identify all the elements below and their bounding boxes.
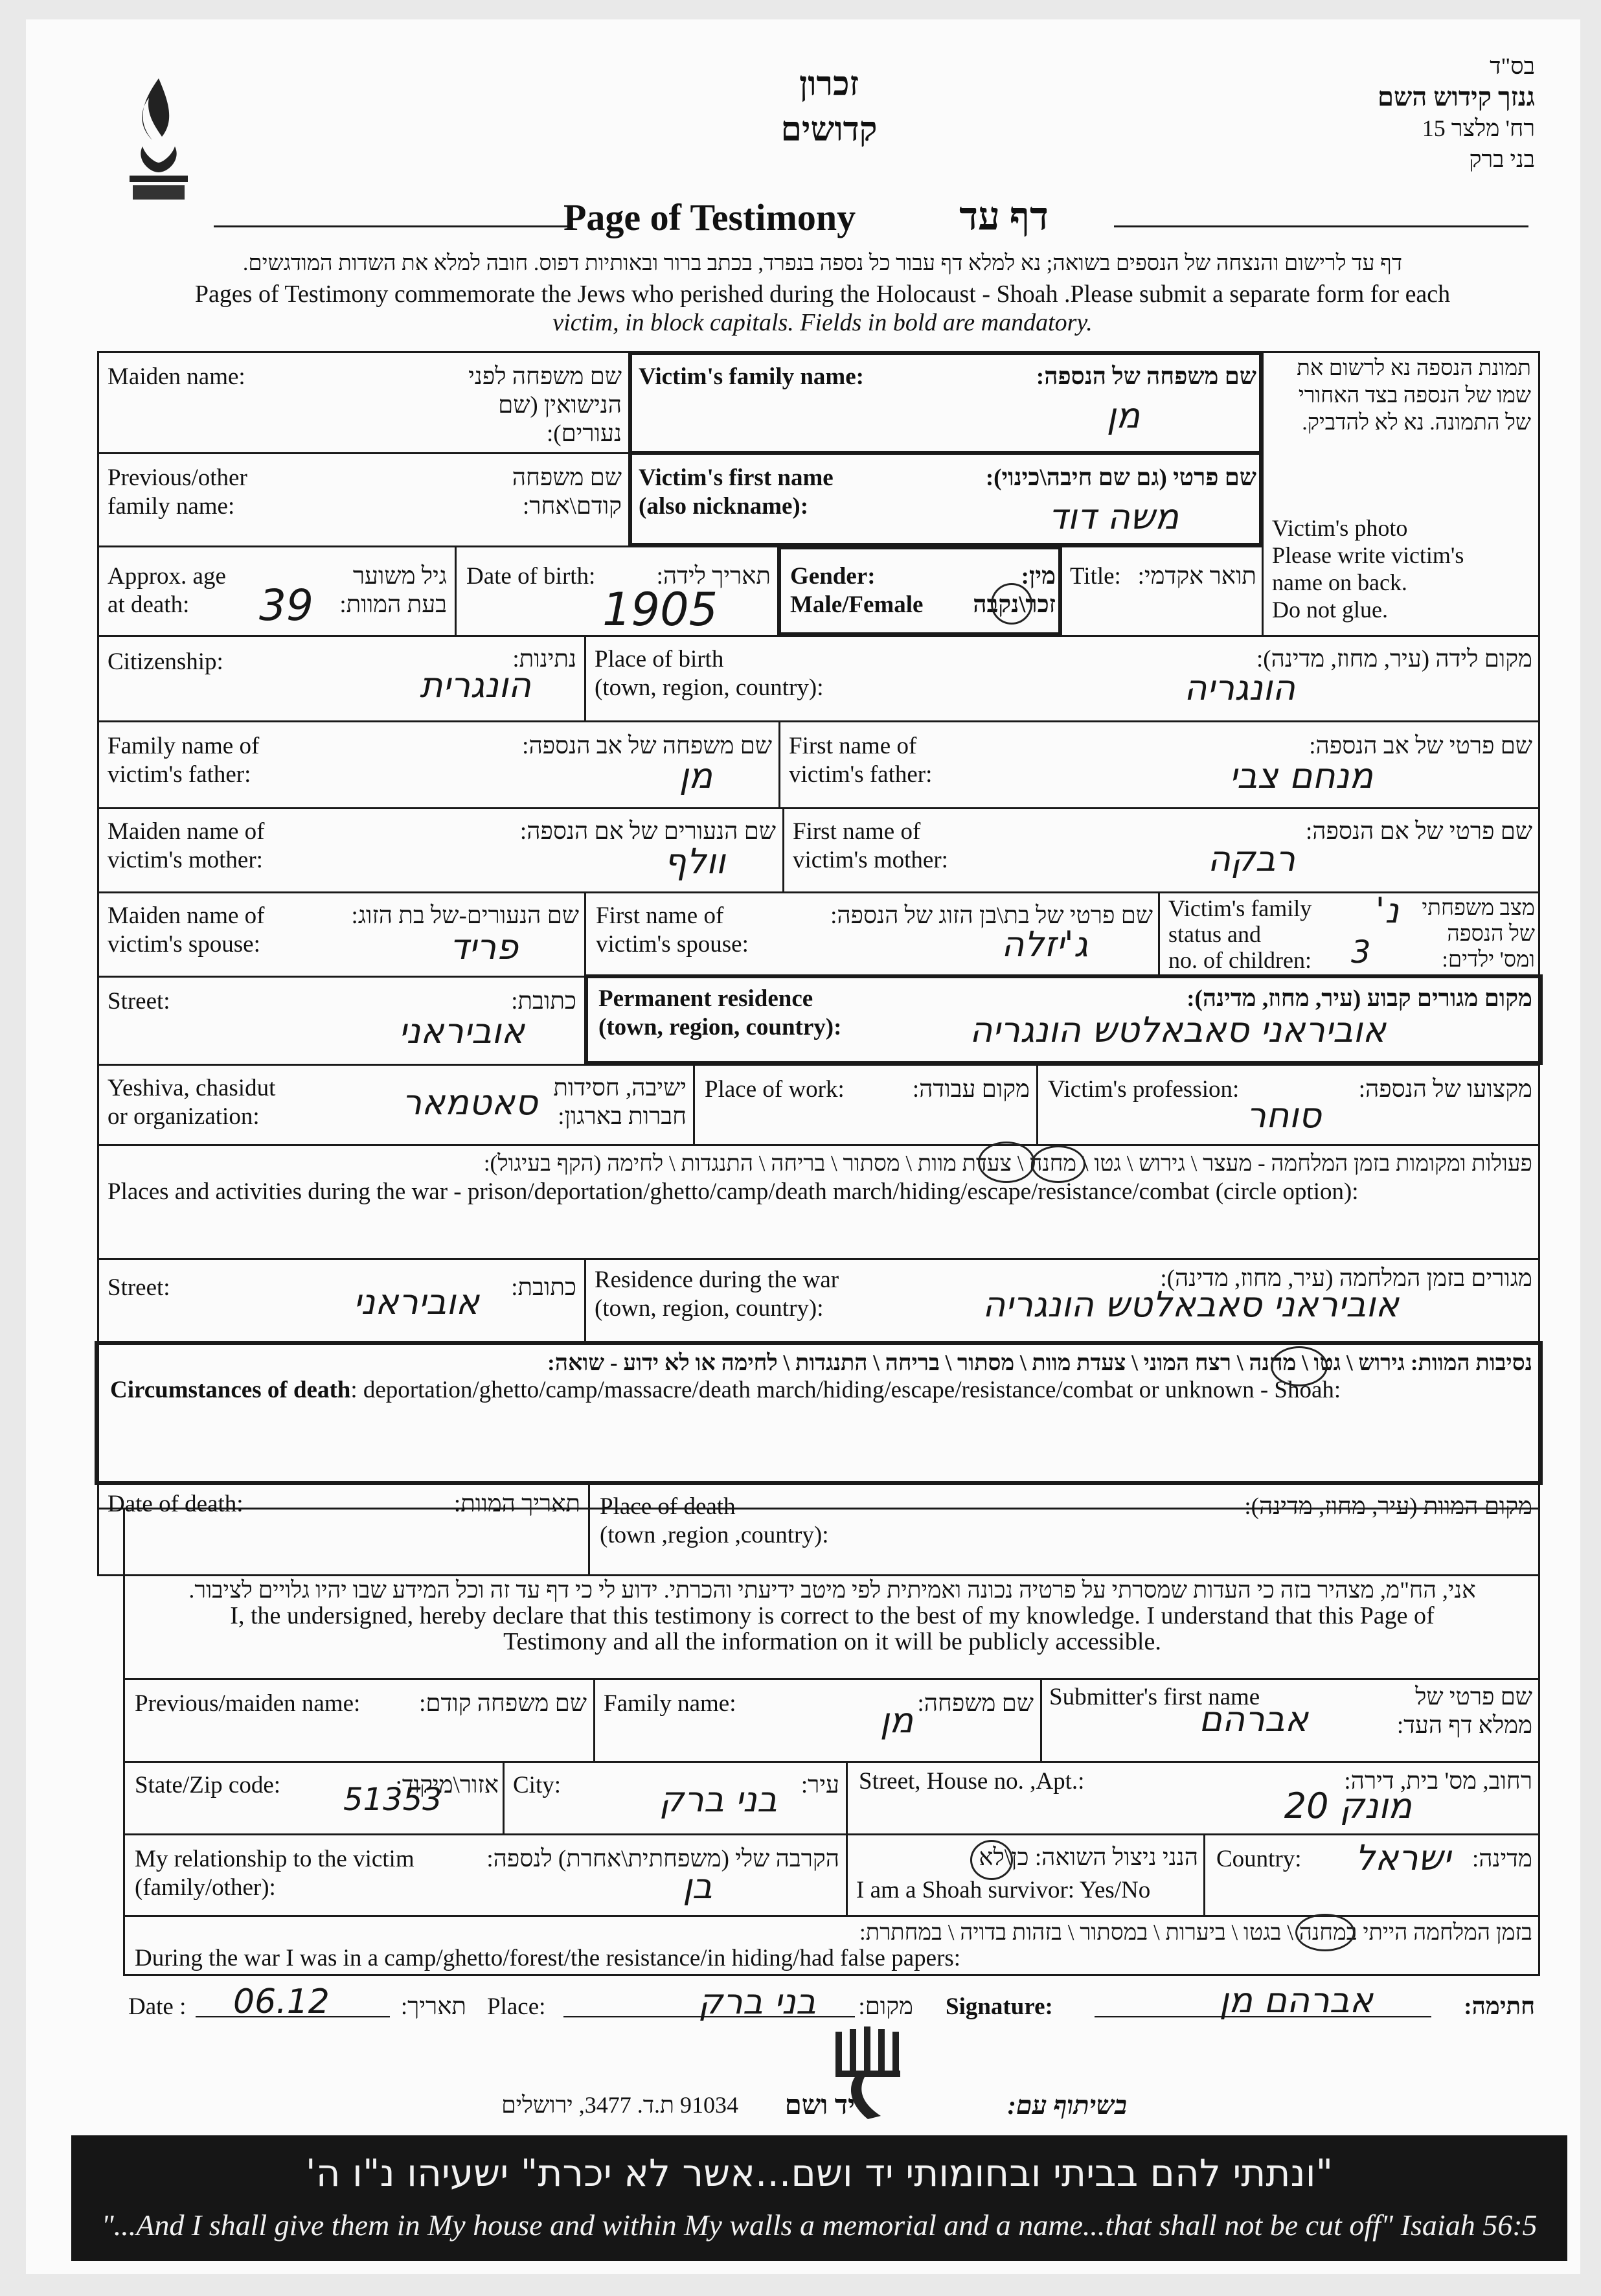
- street-label: Street:: [108, 988, 170, 1015]
- death-date-label: Date of death:: [108, 1491, 244, 1517]
- first-name-label: [639, 464, 834, 521]
- top-line-1: בס"ד: [1490, 53, 1535, 79]
- r9-div-2: [1036, 1064, 1038, 1144]
- sub-r1-div-1: [593, 1678, 595, 1761]
- signature-label: Signature:: [946, 1993, 1053, 2020]
- previous-name-label-2: family name:: [108, 493, 235, 520]
- banner-quote-he: "ונתתי להם בביתי ובחומותי יד ושם...אשר לא יכרת" ישעיהו נ"ו ה': [305, 2151, 1334, 2195]
- sub-relation-label-he: הקרבה שלי (משפחתית\אחרת) לנספה:: [486, 1846, 839, 1872]
- work-place-label: Place of work:: [705, 1076, 845, 1103]
- page: [26, 19, 1580, 2274]
- family-status-label-1: Victim's family: [1168, 895, 1312, 921]
- father-first-label: [789, 732, 932, 789]
- family-status-label: [1168, 895, 1311, 973]
- sub-prev-name-label: Previous/maiden name:: [135, 1690, 361, 1717]
- sub-zip-value[interactable]: 51353: [343, 1782, 442, 1818]
- gender-label-1: Gender:: [790, 563, 876, 590]
- yeshiva-label-he: [544, 1074, 687, 1131]
- first-name-label-2: (also nickname):: [639, 493, 809, 520]
- yeshiva-label-2: or organization:: [108, 1103, 260, 1130]
- yeshiva-he-2: חברות בארגון:: [558, 1103, 687, 1130]
- place-label-he: מקום:: [858, 1993, 913, 2020]
- title-he-2: קדושים: [780, 111, 878, 148]
- r9-div-1: [693, 1064, 695, 1144]
- page-title-he: דף עד: [959, 195, 1049, 238]
- father-first-label-2: victim's father:: [789, 761, 933, 788]
- mother-maiden-label-1: Maiden name of: [108, 818, 265, 845]
- partner-label-he: בשיתוף עם:: [1007, 2091, 1127, 2120]
- maiden-name-label-he: שם משפחה לפני הנישואין (שם נעורים):: [468, 363, 622, 447]
- spouse-maiden-label: [108, 902, 264, 959]
- spouse-maiden-label-he: שם הנעורים-של בת הזוג:: [351, 902, 579, 929]
- top-line-3: רח' מלצר 15: [1422, 115, 1535, 141]
- death-row-div-ext: [588, 1510, 590, 1574]
- mother-maiden-label-he: שם הנעורים של אם הנספה:: [519, 818, 776, 845]
- sub-first-label-he: [1386, 1683, 1532, 1740]
- r7-div-1: [584, 891, 586, 976]
- mother-first-label-he: שם פרטי של אם הנספה:: [1305, 818, 1532, 845]
- spouse-first-value[interactable]: ג'יזלה: [1001, 924, 1088, 965]
- publisher-address: [1211, 51, 1535, 175]
- residence-label-1: Permanent residence: [598, 985, 813, 1012]
- date-label-he: תאריך:: [400, 1993, 466, 2020]
- age-label: [108, 562, 226, 619]
- row10-bottom: [97, 1258, 1540, 1260]
- r11-div: [584, 1258, 586, 1341]
- father-first-value[interactable]: מנחם צבי: [1229, 755, 1373, 796]
- yeshiva-label-1: Yeshiva, chasidut: [108, 1075, 276, 1101]
- sub-first-label: Submitter's first name: [1049, 1684, 1260, 1710]
- first-name-label-1: Victim's first name: [639, 465, 834, 491]
- r5-div: [778, 720, 780, 807]
- family-status-label-3: no. of children:: [1168, 947, 1311, 973]
- sub-street-label: Street, House no. ,Apt.:: [859, 1768, 1085, 1795]
- title-he-1: זכרון: [799, 66, 859, 103]
- sub-family-label: Family name:: [604, 1690, 736, 1717]
- photo-en-3: name on back.: [1272, 569, 1407, 595]
- family-status-label-2: status and: [1168, 921, 1261, 947]
- sub-war-en: During the war I was in a camp/ghetto/forest/the resistance/in hiding/had false papers:: [135, 1945, 961, 1971]
- mandatory-name-divider: [628, 451, 1263, 455]
- mother-maiden-value[interactable]: וולף: [664, 841, 725, 882]
- spouse-first-label-2: victim's spouse:: [596, 931, 749, 958]
- death-date-label-he: תאריך המוות:: [453, 1491, 580, 1517]
- survivor-label-en: I am a Shoah survivor: Yes/No: [856, 1877, 1151, 1903]
- r3-div-1: [455, 545, 457, 635]
- citizenship-label: Citizenship:: [108, 649, 223, 675]
- sub-r3-div-1: [846, 1833, 848, 1915]
- war-residence-value[interactable]: אוביראני סאבאלטש הונגריה: [982, 1284, 1399, 1325]
- previous-name-label-1: Previous/other: [108, 465, 247, 491]
- spouse-first-label-1: First name of: [596, 902, 724, 929]
- place-label: Place:: [487, 1993, 546, 2020]
- family-status-he-2: של הנספה: [1447, 922, 1535, 946]
- death-place-label-1: Place of death: [600, 1493, 736, 1520]
- mother-first-label-1: First name of: [793, 818, 921, 845]
- sub-city-label: City:: [513, 1772, 562, 1798]
- mother-maiden-label-2: victim's mother:: [108, 847, 263, 873]
- spouse-first-label-he: שם פרטי של בת\בן הזוג של הנספה:: [830, 902, 1153, 929]
- instructions-he: דף עד לרישום והנצחה של הנספים בשואה; נא למלא דף עבור כל נספה בנפרד, בכתב ברור ובאותיות דפוס. חובה למלא את השדות המודגשים.: [242, 251, 1403, 275]
- sub-row0-top: [123, 1678, 1540, 1680]
- family-status-label-he: [1405, 895, 1535, 973]
- sub-relation-value[interactable]: בן: [683, 1866, 712, 1907]
- war-residence-label-2: (town, region, country):: [595, 1295, 824, 1322]
- spouse-maiden-label-1: Maiden name of: [108, 902, 265, 929]
- sub-city-label-he: עיר:: [800, 1772, 839, 1798]
- sub-zip-label-he: אזור\מיקוד:: [395, 1772, 499, 1798]
- war-residence-label: [595, 1266, 839, 1323]
- top-line-2: גנזך קידוש השם: [1378, 82, 1535, 111]
- yeshiva-he-1: ישיבה, חסידות: [553, 1075, 687, 1101]
- sub-relation-label: [135, 1845, 414, 1902]
- mother-first-label-2: victim's mother:: [793, 847, 948, 873]
- gender-he-2: זכר\נקבה: [973, 591, 1056, 618]
- profession-value[interactable]: סוחר: [1246, 1095, 1321, 1136]
- sub-family-value[interactable]: מן: [880, 1700, 913, 1741]
- age-label-he: גיל משוער בעת המוות:: [339, 563, 447, 618]
- death-row-bottom: [97, 1574, 1540, 1576]
- mother-first-label: [793, 818, 948, 875]
- war-activities-en: Places and activities during the war - prison/deportation/ghetto/camp/death march/hiding/escape/resistance/combat (circle option):: [108, 1178, 1359, 1205]
- birth-place-label-2: (town, region, country):: [595, 674, 824, 701]
- photo-instructions-he: תמונת הנספה נא לרשום את שמו של הנספה בצד האחורי של התמונה. נא לא להדביק.: [1297, 356, 1531, 435]
- family-status-he-1: מצב משפחתי: [1422, 896, 1535, 920]
- title-rule-right: [1114, 225, 1528, 227]
- birth-place-value[interactable]: הונגריה: [1184, 667, 1295, 708]
- citizenship-value[interactable]: הונגרית: [420, 665, 531, 706]
- sub-country-label: Country:: [1216, 1846, 1302, 1872]
- circumstances-en-bold: Circumstances of death: [110, 1377, 351, 1403]
- sub-country-value[interactable]: ישראל: [1355, 1837, 1451, 1878]
- first-name-label-he: שם פרטי (גם שם חיבה\כינוי):: [985, 465, 1256, 491]
- age-label-2: at death:: [108, 591, 190, 618]
- title-label-he: תואר אקדמי:: [1137, 563, 1256, 590]
- war-residence-label-he: מגורים בזמן המלחמה (עיר, מחוז, מדינה):: [1160, 1265, 1532, 1292]
- sub-city-value[interactable]: בני ברק: [659, 1779, 777, 1820]
- gender-male-circle[interactable]: [991, 583, 1032, 625]
- profession-label: Victim's profession:: [1048, 1076, 1240, 1103]
- sub-first-he-1: שם פרטי של: [1415, 1684, 1532, 1710]
- war-residence-label-1: Residence during the war: [595, 1267, 839, 1293]
- gender-label: [790, 562, 923, 619]
- camp-circle[interactable]: [978, 1142, 1035, 1183]
- r7-div-2: [1158, 891, 1160, 976]
- sub-country-label-he: מדינה:: [1471, 1846, 1532, 1872]
- sub-r2-div-2: [846, 1761, 848, 1833]
- dob-value[interactable]: 1905: [602, 583, 718, 636]
- sub-zip-label: State/Zip code:: [135, 1772, 281, 1798]
- survivor-yes-circle[interactable]: [970, 1840, 1013, 1880]
- family-name-label: Victim's family name:: [639, 363, 864, 390]
- row6-bottom: [97, 891, 1540, 893]
- photo-en-1: Victim's photo: [1272, 515, 1408, 541]
- r4-div: [584, 635, 586, 720]
- birth-place-label: [595, 645, 823, 702]
- citizenship-label-he: נתינות:: [512, 646, 576, 672]
- mother-maiden-label: [108, 818, 264, 875]
- date-label: Date :: [128, 1993, 187, 2020]
- father-family-value[interactable]: מן: [679, 755, 712, 796]
- war-street-label: Street:: [108, 1274, 170, 1301]
- declaration-en-2: Testimony and all the information on it will be publicly accessible.: [503, 1628, 1161, 1655]
- father-first-label-he: שם פרטי של אב הנספה:: [1309, 733, 1532, 759]
- residence-label-2: (town, region, country):: [598, 1014, 842, 1040]
- sub-prev-name-label-he: שם משפחה קודם:: [419, 1690, 587, 1717]
- sub-relation-label-1: My relationship to the victim: [135, 1846, 414, 1872]
- top-line-4: בני ברק: [1469, 146, 1535, 172]
- sub-relation-label-2: (family/other):: [135, 1874, 276, 1901]
- dob-label: Date of birth:: [466, 563, 596, 590]
- family-name-value[interactable]: מן: [1106, 395, 1140, 436]
- title-label: Title:: [1070, 563, 1121, 590]
- family-name-label-he: שם משפחה של הנספה:: [1036, 363, 1256, 390]
- r6-div: [782, 807, 784, 891]
- row4-bottom: [97, 720, 1540, 722]
- sub-row2-bottom: [123, 1833, 1540, 1835]
- children-count-value[interactable]: 3: [1351, 934, 1371, 970]
- spouse-first-label: [596, 902, 749, 959]
- photo-en-4: Do not glue.: [1272, 597, 1388, 623]
- profession-label-he: מקצועו של הנספה:: [1358, 1076, 1532, 1103]
- declaration-en-1: I, the undersigned, hereby declare that this testimony is correct to the best of my knowledge. I understand that this Page of: [230, 1602, 1435, 1629]
- death-row-left: [97, 1510, 99, 1574]
- father-family-label-he: שם משפחה של אב הנספה:: [522, 733, 772, 759]
- father-family-label-2: victim's father:: [108, 761, 251, 788]
- residence-value[interactable]: אוביראני סאבאלטש הונגריה: [970, 1009, 1386, 1050]
- signature-label-he: חתימה:: [1464, 1993, 1535, 2020]
- sub-first-value[interactable]: אברהם: [1199, 1699, 1308, 1739]
- circumstances-he: נסיבות המוות: גירוש \ גטו \ מחנה \ רצח המוני \ צעדת מוות \ מסתור \ בריחה \ התנגדות \ לחימה או לא ידוע - שואה:: [547, 1350, 1532, 1375]
- war-street-value[interactable]: אוביראני: [353, 1281, 479, 1322]
- ghetto-circle[interactable]: [1031, 1145, 1085, 1183]
- sub-first-he-2: ממלא דף העד:: [1396, 1712, 1532, 1739]
- sub-r3-div-2: [1203, 1833, 1205, 1915]
- sub-street-label-he: רחוב, מס' בית, דירה:: [1344, 1768, 1532, 1795]
- age-label-1: Approx. age: [108, 563, 226, 590]
- work-place-label-he: מקום עבודה:: [912, 1076, 1030, 1103]
- row5-bottom: [97, 807, 1540, 809]
- sub-r2-div-1: [503, 1761, 505, 1833]
- zichron-title: [725, 62, 933, 153]
- death-camp-circle[interactable]: [1271, 1346, 1328, 1386]
- dob-label-he: תאריך לידה:: [656, 563, 771, 590]
- previous-name-label: [108, 464, 247, 521]
- quote-banner: [71, 2135, 1567, 2261]
- street-label-he: כתובת:: [511, 988, 576, 1015]
- photo-en-2: Please write victim's: [1272, 542, 1464, 568]
- residence-label: [598, 985, 841, 1042]
- sub-family-label-he: שם משפחה:: [917, 1690, 1034, 1717]
- photo-instructions-en: [1272, 514, 1538, 623]
- instructions-en-2: victim, in block capitals. Fields in bold are mandatory.: [552, 309, 1093, 336]
- title-rule-left: [214, 225, 570, 227]
- father-family-label-1: Family name of: [108, 733, 260, 759]
- yad-vashem-name-he: יד ושם: [784, 2091, 855, 2120]
- page-title-en: Page of Testimony: [563, 196, 856, 238]
- declaration-he: אני, הח"מ, מצהיר בזה כי העדות שמסרתי על פרטיה נכונה ואמיתית לפי מיטב ידיעתי והכרתי. ידוע לי כי דף עד זה וכל המידע שבו יהיו גלויים לציבור.: [188, 1577, 1476, 1603]
- first-name-value[interactable]: משה דוד: [1048, 496, 1179, 537]
- war-street-label-he: כתובת:: [511, 1274, 576, 1301]
- family-status-value[interactable]: נ': [1375, 890, 1399, 931]
- gender-he-1: מין:: [1021, 563, 1056, 590]
- date-value[interactable]: 06.12: [233, 1982, 330, 2021]
- age-value[interactable]: 39: [259, 580, 313, 630]
- sub-war-he: בזמן המלחמה הייתי במחנה \ בגטו \ ביערות \ במסתור \ בזהות בדויה \ במחתרת:: [859, 1920, 1532, 1945]
- father-family-label: [108, 732, 259, 789]
- mother-first-value[interactable]: רבקה: [1207, 838, 1295, 879]
- row9-bottom: [97, 1144, 1540, 1146]
- death-place-label-he: מקום המוות (עיר, מחוז, מדינה):: [1244, 1493, 1532, 1520]
- war-activities-he: פעולות ומקומות בזמן המלחמה - מעצר \ גירוש \ גטו \ מחנה \ צעדת מוות \ מסתור \ בריחה \ התנגדות \ לחימה (הקף בעיגול):: [483, 1151, 1532, 1176]
- sub-row1-bottom: [123, 1761, 1540, 1763]
- r3-div-3: [1262, 545, 1264, 636]
- place-value[interactable]: בני ברק: [698, 1981, 816, 2022]
- spouse-maiden-label-2: victim's spouse:: [108, 931, 260, 958]
- r13-div: [588, 1485, 590, 1510]
- spouse-maiden-value[interactable]: פריד: [449, 926, 518, 967]
- banner-quote-en: "...And I shall give them in My house and within My walls a memorial and a name...that shall not be cut off" Isaiah 56:5: [101, 2209, 1538, 2242]
- flame-logo-icon: [117, 75, 201, 205]
- sub-street-value[interactable]: מונק 20: [1284, 1785, 1412, 1826]
- sub-r1-div-2: [1040, 1678, 1042, 1761]
- gender-label-2: Male/Female: [790, 591, 924, 618]
- father-first-label-1: First name of: [789, 733, 917, 759]
- yeshiva-label: [108, 1074, 275, 1131]
- yeshiva-value[interactable]: סאטמאר: [402, 1082, 538, 1123]
- residence-label-he: מקום מגורים קבוע (עיר, מחוז, מדינה):: [1187, 985, 1532, 1012]
- yad-vashem-address-he: 91034 ת.ד. 3477, ירושלים: [501, 2092, 738, 2118]
- maiden-name-label: Maiden name:: [108, 363, 245, 390]
- street-value[interactable]: אוביראני: [398, 1011, 525, 1051]
- sub-camp-circle[interactable]: [1295, 1914, 1355, 1951]
- birth-place-label-he: מקום לידה (עיר, מחוז, מדינה):: [1256, 646, 1532, 672]
- death-place-label-2: (town ,region ,country):: [600, 1522, 829, 1548]
- birth-place-label-1: Place of birth: [595, 646, 724, 672]
- signature-value[interactable]: אברהם מן: [1219, 1980, 1373, 2021]
- previous-name-label-he: שם משפחה קודם\אחר:: [512, 465, 622, 520]
- family-status-he-3: ומס' ילדים:: [1442, 948, 1535, 972]
- instructions-en-1: Pages of Testimony commemorate the Jews who perished during the Holocaust - Shoah .Please submit a separate form for each: [194, 281, 1451, 308]
- circumstances-en-rest: : deportation/ghetto/camp/massacre/death march/hiding/escape/resistance/combat or unknown - Shoah:: [350, 1377, 1341, 1403]
- survivor-label-he: הנני ניצול השואה: כן\לא: [979, 1844, 1198, 1871]
